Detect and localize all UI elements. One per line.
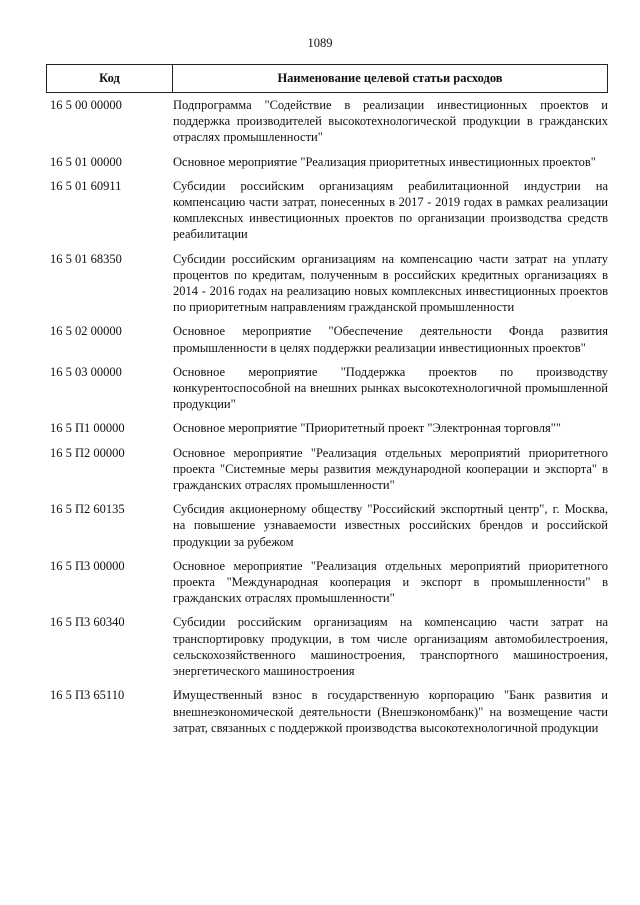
row-code: 16 5 02 00000 [50,324,122,339]
row-code: 16 5 01 60911 [50,178,122,193]
row-description: Основное мероприятие "Поддержка проектов по производству конкурентоспособной на внешних рынках высокотехнологичной промышленной продукции" [173,364,608,412]
row-description: Основное мероприятие "Обеспечение деятельности Фонда развития промышленности в целях поддержки реализации инвестиционных проектов" [173,324,608,355]
row-description: Субсидия акционерному обществу "Российский экспортный центр", г. Москва, на повышение узнаваемости известных российских брендов и российской продукции за рубежом [173,502,608,549]
table-row [46,178,608,243]
row-description: Субсидии российским организациям реабилитационной индустрии на компенсацию части затрат, понесенных в 2017 - 2019 годах в рамках реализации комплексных инвестиционных проектов по организации производства средств реабилитации [173,178,608,242]
table-row [46,251,608,316]
table-row [46,614,608,679]
row-code: 16 5 П3 00000 [50,558,125,573]
row-code: 16 5 П2 00000 [50,445,125,460]
row-description: Субсидии российским организациям на компенсацию части затрат на транспортировку продукции, в том числе организациям автомобилестроения, сельскохозяйственного машиностроения, транспортного машиностроения, энергетического машиностроения [173,615,608,679]
table-row [46,558,608,607]
table-row [46,97,608,146]
table-row [46,687,608,736]
table-row [46,364,608,413]
row-description: Имущественный взнос в государственную корпорацию "Банк развития и внешнеэкономической деятельности (Внешэкономбанк)" на возмещение части затрат, связанных с поддержкой производства высокотехнологичной продукции [173,688,608,735]
row-description: Подпрограмма "Содействие в реализации инвестиционных проектов и поддержка производителей высокотехнологической продукции в гражданских отраслях промышленности" [173,98,608,145]
row-code: 16 5 П3 65110 [50,688,125,703]
row-description: Основное мероприятие "Приоритетный проект "Электронная торговля"" [173,421,561,436]
row-code: 16 5 П2 60135 [50,502,125,517]
table-row [46,501,608,550]
table-header [46,64,608,93]
row-code: 16 5 01 00000 [50,154,122,169]
row-code: 16 5 00 00000 [50,98,122,112]
page-number: 1089 [307,36,333,50]
row-code: 16 5 П1 00000 [50,421,125,436]
row-code: 16 5 01 68350 [50,251,122,266]
table-row [46,420,608,436]
row-description: Основное мероприятие "Реализация отдельных мероприятий приоритетного проекта "Международная кооперация и экспорт в промышленности" в гражданских отраслях промышленности" [173,558,608,606]
header-name: Наименование целевой статьи расходов [277,71,503,85]
row-description: Основное мероприятие "Реализация отдельных мероприятий приоритетного проекта "Системные меры развития международной кооперации и экспорта" в гражданских отраслях промышленности" [173,445,608,493]
row-code: 16 5 03 00000 [50,364,122,379]
row-code: 16 5 П3 60340 [50,615,125,630]
row-description: Основное мероприятие "Реализация приоритетных инвестиционных проектов" [173,154,596,169]
table-row [46,445,608,494]
table-row [46,154,608,170]
table-row [46,323,608,355]
row-description: Субсидии российским организациям на компенсацию части затрат на уплату процентов по кредитам, полученным в российских кредитных организациях в 2014 - 2016 годах на реализацию новых комплексных инвестиционных проектов по приоритетным направлениям гражданской промышленности [173,251,608,315]
table-body [46,97,608,744]
header-code: Код [47,65,173,92]
